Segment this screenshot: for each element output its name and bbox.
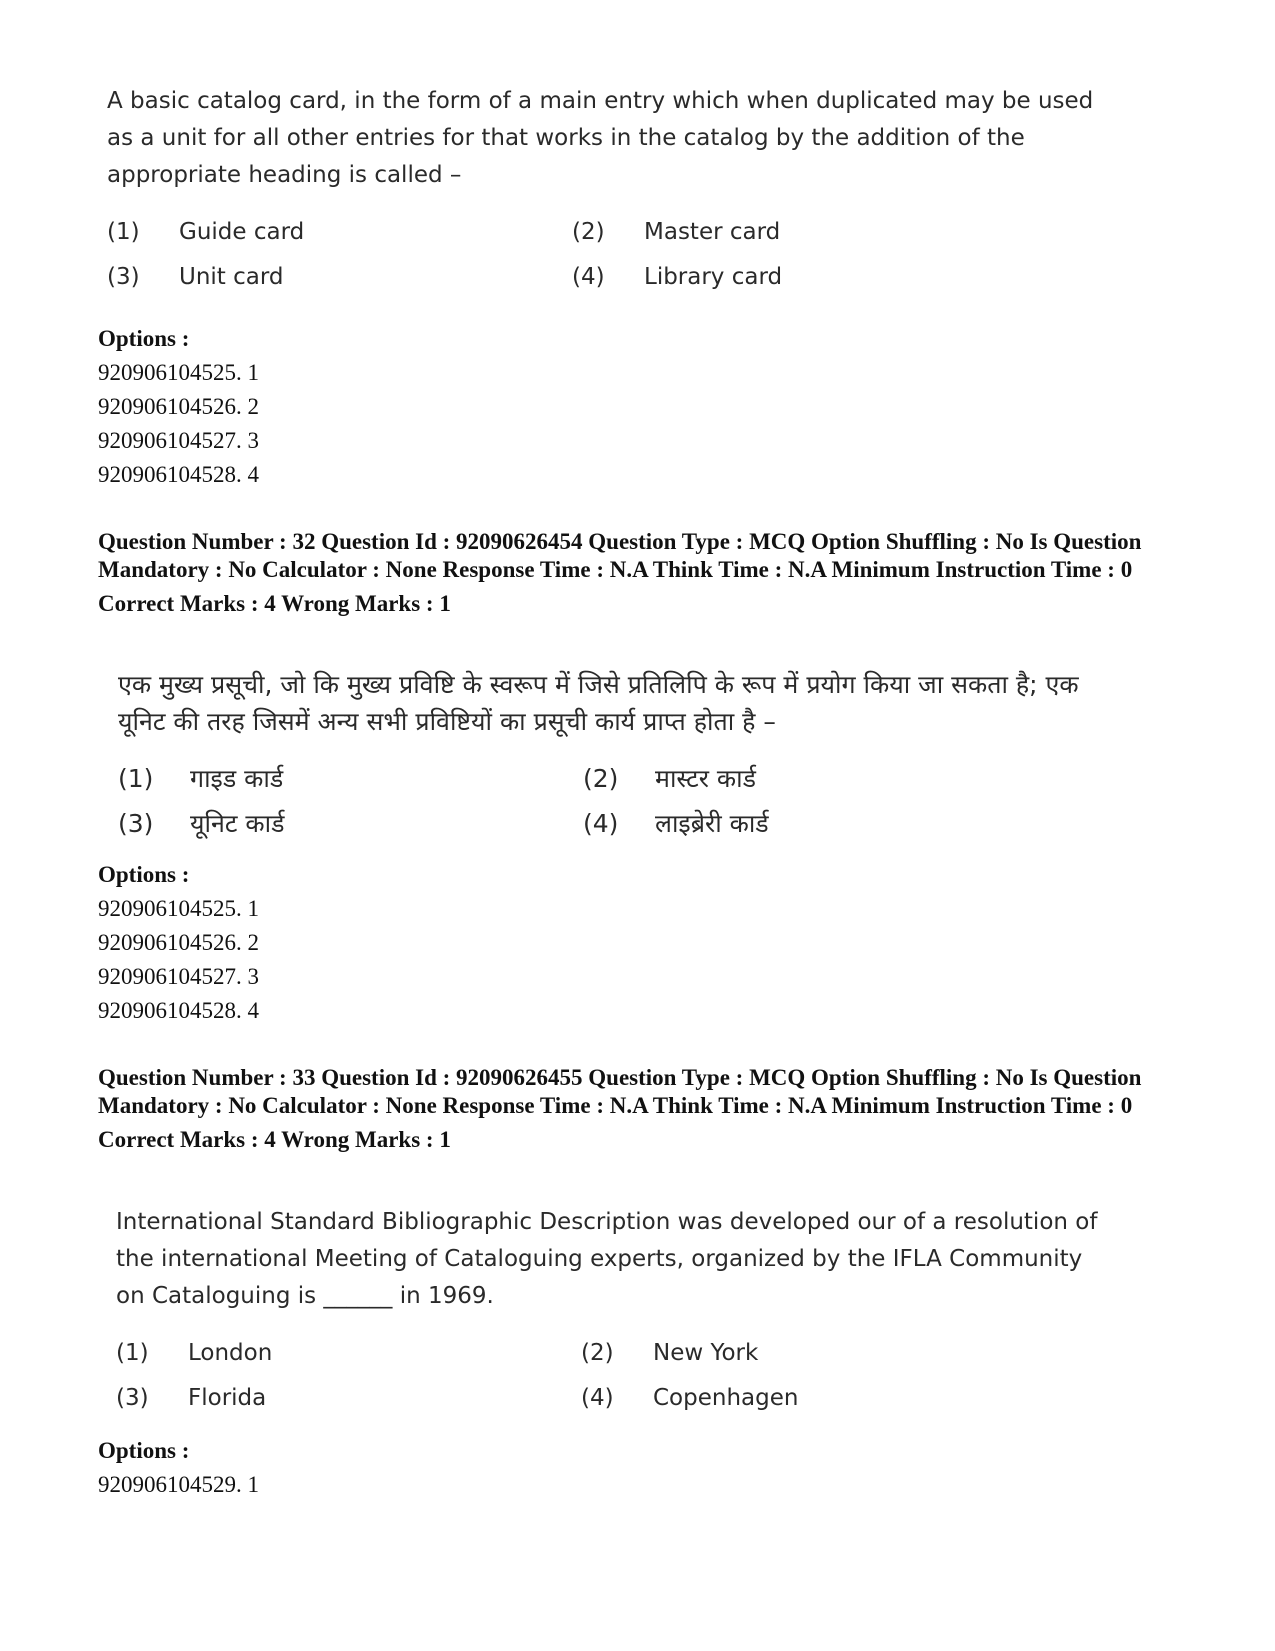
- question-header: Question Number : 32 Question Id : 92090626454 Question Type : MCQ Option Shuffling : No Is Question Mandatory : No Calculator : None Response Time : N.A Think Time : N.A Minimum Instruction Time : 0: [98, 529, 1142, 582]
- choice-text: Florida: [188, 1385, 267, 1411]
- question-33-options: [98, 1434, 259, 1502]
- question-33-meta: [98, 1064, 1178, 1154]
- question-32-stem: एक मुख्य प्रसूची, जो कि मुख्य प्रविष्टि के स्वरूप में जिसे प्रतिलिपि के रूप में प्रयोग किया जा सकता है; एक यूनिट की तरह जिसमें अन्य सभी प्रविष्टियों का प्रसूची कार्य प्राप्त होता है –: [118, 670, 1079, 736]
- choice-number: (3): [116, 1385, 149, 1411]
- question-31-image: [107, 83, 1107, 296]
- choice-4: [583, 805, 883, 842]
- question-33-choices: [116, 1335, 1106, 1417]
- option-line: 920906104525. 1: [98, 896, 259, 921]
- choice-text: गाइड कार्ड: [190, 764, 284, 793]
- choice-3: [116, 1380, 581, 1417]
- choice-1: [107, 214, 572, 251]
- choice-1: [118, 760, 583, 797]
- option-line: 920906104526. 2: [98, 394, 259, 419]
- choice-number: (1): [107, 219, 140, 245]
- choice-3: [107, 259, 572, 296]
- choice-2: [572, 214, 872, 251]
- choice-text: यूनिट कार्ड: [190, 809, 285, 838]
- choice-number: (1): [116, 1340, 149, 1366]
- choice-text: Master card: [644, 219, 781, 245]
- question-marks: Correct Marks : 4 Wrong Marks : 1: [98, 1127, 451, 1152]
- choice-number: (4): [572, 264, 605, 290]
- question-32-meta: [98, 528, 1178, 618]
- choice-text: Copenhagen: [653, 1385, 799, 1411]
- option-line: 920906104525. 1: [98, 360, 259, 385]
- option-line: 920906104527. 3: [98, 428, 259, 453]
- choice-text: New York: [653, 1340, 759, 1366]
- question-32-image: [118, 666, 1118, 842]
- question-marks: Correct Marks : 4 Wrong Marks : 1: [98, 591, 451, 616]
- choice-number: (2): [572, 219, 605, 245]
- choice-text: लाइब्रेरी कार्ड: [655, 809, 769, 838]
- question-31-choices: [107, 214, 1107, 296]
- question-31-stem: A basic catalog card, in the form of a main entry which when duplicated may be used as a unit for all other entries for that works in the catalog by the addition of the appropriate heading is called –: [107, 88, 1094, 188]
- choice-text: मास्टर कार्ड: [655, 764, 756, 793]
- question-32-options: [98, 858, 259, 1028]
- options-title: Options :: [98, 326, 190, 351]
- question-33-image: [116, 1204, 1106, 1417]
- choice-1: [116, 1335, 581, 1372]
- option-line: 920906104527. 3: [98, 964, 259, 989]
- choice-3: [118, 805, 583, 842]
- option-line: 920906104528. 4: [98, 462, 259, 487]
- choice-2: [583, 760, 883, 797]
- choice-text: Unit card: [179, 264, 284, 290]
- choice-4: [572, 259, 872, 296]
- choice-4: [581, 1380, 881, 1417]
- option-line: 920906104529. 1: [98, 1472, 259, 1497]
- question-32-choices: [118, 760, 1118, 842]
- options-title: Options :: [98, 862, 190, 887]
- options-title: Options :: [98, 1438, 190, 1463]
- option-line: 920906104528. 4: [98, 998, 259, 1023]
- choice-text: London: [188, 1340, 273, 1366]
- choice-text: Guide card: [179, 219, 305, 245]
- question-header: Question Number : 33 Question Id : 92090626455 Question Type : MCQ Option Shuffling : No Is Question Mandatory : No Calculator : None Response Time : N.A Think Time : N.A Minimum Instruction Time : 0: [98, 1065, 1142, 1118]
- choice-number: (4): [583, 809, 619, 838]
- choice-number: (2): [581, 1340, 614, 1366]
- choice-text: Library card: [644, 264, 783, 290]
- choice-number: (1): [118, 764, 154, 793]
- choice-number: (3): [118, 809, 154, 838]
- choice-2: [581, 1335, 881, 1372]
- question-31-options: [98, 322, 259, 492]
- choice-number: (4): [581, 1385, 614, 1411]
- question-33-stem: International Standard Bibliographic Description was developed our of a resolution of the international Meeting of Cataloguing experts, organized by the IFLA Community on Cataloguing is ______ in 1969.: [116, 1209, 1098, 1309]
- choice-number: (2): [583, 764, 619, 793]
- option-line: 920906104526. 2: [98, 930, 259, 955]
- choice-number: (3): [107, 264, 140, 290]
